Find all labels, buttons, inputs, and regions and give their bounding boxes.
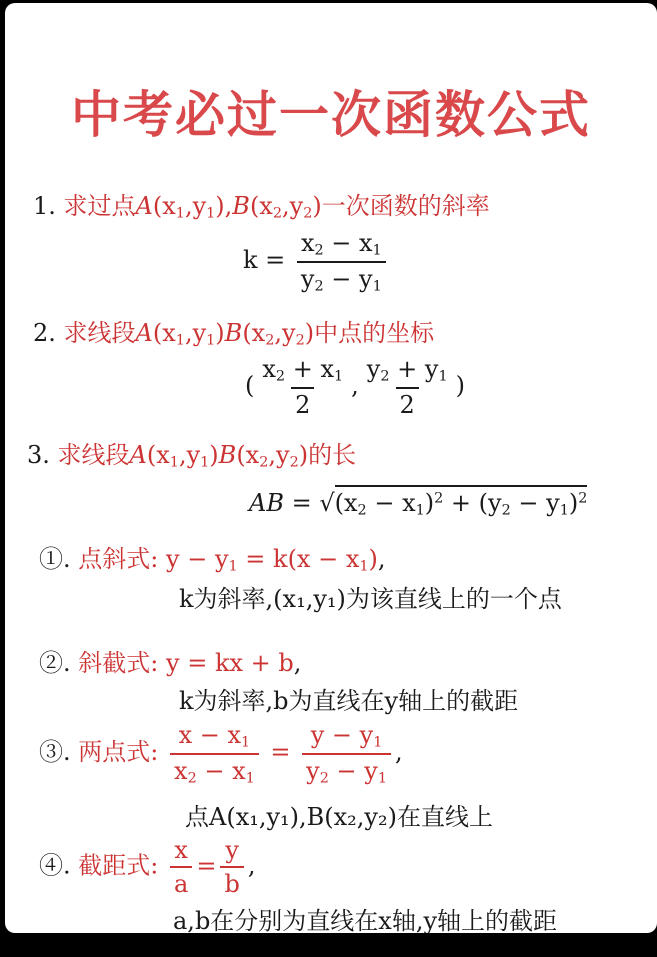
- form-3-name: 两点式:: [78, 738, 159, 767]
- slope-k: k: [243, 246, 258, 275]
- form-2-mark: ②.: [39, 649, 71, 677]
- item-2-text: 求线段$A(x_1,y_1)B(x_2,y_2)$中点的坐标: [63, 319, 435, 349]
- form-4-mark: ④.: [39, 851, 71, 880]
- form-4: ④. 截距式: $\frac{x}{a}$ = $\frac{y}{b}$ ,: [39, 836, 256, 898]
- item-1: [33, 186, 490, 222]
- length-formula: AB = $√(x_2 - x_1)^2 + (y_2 - y_1)^2$: [249, 489, 587, 519]
- slope-formula: k = $\frac{x_2 - x_1}{y_2 - y_1}$: [243, 229, 390, 294]
- item-1-text: 求过点$A(x_1,y_1),B(x_2,y_2)$一次函数的斜率: [63, 192, 490, 222]
- form-4-note: a,b在分别为直线在x轴,y轴上的截距: [173, 907, 558, 933]
- form-1-name: 点斜式:: [78, 545, 159, 573]
- item-2: [33, 313, 434, 349]
- form-3-mark: ③.: [39, 738, 71, 767]
- item-2-number: 2.: [33, 319, 56, 347]
- item-3-number: 3.: [27, 441, 50, 469]
- item-1-number: 1.: [33, 192, 56, 220]
- form-3-equation: $\frac{x - x_1}{x_2 - x_1}$ = $\frac{y - y_1}{y_2 - y_1}$: [166, 738, 395, 766]
- slope-fraction: $\frac{x_2 - x_1}{y_2 - y_1}$: [297, 229, 386, 294]
- form-4-name: 截距式:: [78, 851, 159, 880]
- form-4-equation: $\frac{x}{a}$ = $\frac{y}{b}$: [166, 852, 248, 880]
- item-3-text: 求线段$A(x_1,y_1)B(x_2,y_2)$的长: [57, 441, 357, 471]
- form-2-equation: y = kx + b: [166, 649, 294, 677]
- bottom-bar: [0, 933, 657, 957]
- length-AB: AB: [249, 489, 284, 517]
- midpoint-formula: ( $\frac{x_2 + x_1}{2}$ , $\frac{y_2 + y_1}{2}$ ): [245, 355, 465, 419]
- form-2-note: k为斜率,b为直线在y轴上的截距: [179, 687, 519, 715]
- item-3: [27, 435, 356, 471]
- form-3-note: 点A(x₁,y₁),B(x₂,y₂)在直线上: [185, 803, 493, 831]
- form-2-name: 斜截式:: [78, 649, 159, 677]
- formula-sheet: [5, 3, 657, 933]
- form-1-mark: ①.: [39, 545, 71, 573]
- form-1-equation: $y - y_1 = k(x - x_1)$: [166, 545, 378, 575]
- form-1: ①. 点斜式: $y - y_1 = k(x - x_1)$,: [39, 545, 386, 575]
- form-1-note: k为斜率,(x₁,y₁)为该直线上的一个点: [179, 585, 562, 613]
- form-2: ②. 斜截式: y = kx + b,: [39, 649, 302, 677]
- form-3: ③. 两点式: $\frac{x - x_1}{x_2 - x_1}$ = $\frac{y - y_1}{y_2 - y_1}$ ,: [39, 721, 403, 787]
- page-title: 中考必过一次函数公式: [71, 86, 591, 144]
